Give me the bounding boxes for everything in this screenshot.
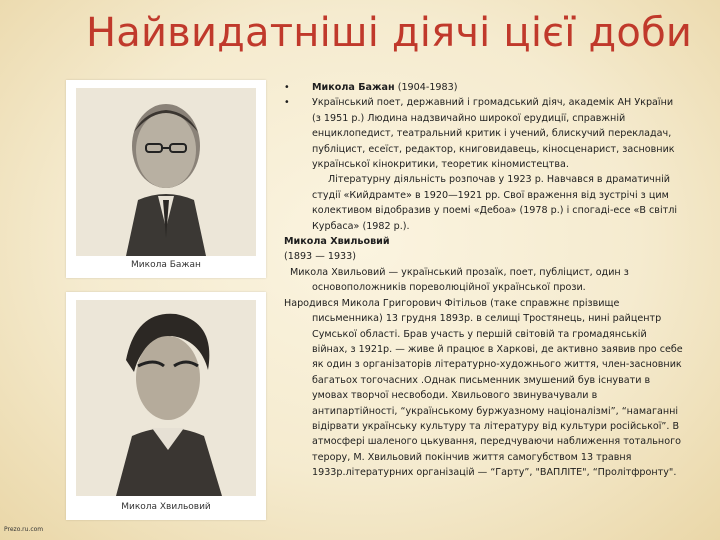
bazhan-activity-text: Літературну діяльність розпочав у 1923 р. Навчався в драматичній студії «Кийдрамте» в 1920—1921 рр. Свої враження від зустрічі з цим колективом відобразив у поемі «Дебоа» (1978 р.) і спогаді-есе «В світлі Курбаса» (1982 р.). [312, 174, 678, 232]
watermark: Prezo.ru.com [4, 526, 44, 533]
portrait-bazhan [66, 80, 266, 278]
bazhan-activity [284, 172, 684, 234]
bullet-glyph: • [284, 97, 290, 109]
bazhan-bio-text: Український поет, державний і громадський діяч, академік АН України (з 1951 р.) Людина надзвичайно широкої ерудиції, справжній енциклопедист, театральний критик і учений, блискучий перекладач, публіцист, есеїст, редактор, книговидавець, кіносценарист, засновник української кінокритики, теоретик кіномистецтва. [312, 97, 675, 171]
khvylovy-years: (1893 — 1933) [284, 251, 357, 263]
caption-bazhan: Микола Бажан [131, 260, 201, 270]
caption-khvylovy: Микола Хвильовий [121, 502, 211, 512]
bazhan-name: Микола Бажан [312, 82, 395, 93]
khvylovy-intro: Микола Хвильовий — український прозаїк, поет, публіцист, один з основоположників пореволюційної української прози. [290, 266, 629, 294]
khvylovy-bio: Народився Микола Григорович Фітільов (таке справжнє прізвище письменника) 13 грудня 1893р. в селищі Тростянець, нині райцентр Сумської області. Брав участь у першій світовій та громадянській війнах, з 1921р. — живе й працює в Харкові, де активно заявив про себе як один з організаторів літературно-художнього життя, член-засновник багатьох тогочасних .Однак письменник змушений був існувати в умовах творчої несвободи. Хвильового звинувачували в антипартійності, “українському буржуазному націоналізмі”, “намаганні відірвати українську культуру та літературу від культури російської”. В атмосфері шаленого цькування, передчуваючи наближення тотального терору, М. Хвильовий покінчив життя самогубством 13 травня 1933р.літературних організацій — “Гарту”, "ВАПЛІТЕ", “Пролітфронту". [284, 297, 683, 479]
portrait-khvylovy [66, 292, 266, 520]
bullet-glyph: • [284, 82, 290, 93]
portrait-bazhan-image [76, 88, 256, 256]
bazhan-years: (1904-1983) [394, 82, 458, 93]
portrait-khvylovy-image [76, 300, 256, 496]
bazhan-bio [284, 95, 684, 172]
bio-text [284, 80, 684, 481]
khvylovy-name [284, 234, 684, 249]
bazhan-heading [284, 80, 684, 95]
khvylovy-name-text: Микола Хвильовий [284, 236, 390, 248]
slide-title: Найвидатніші діячі цієї доби [86, 10, 693, 56]
